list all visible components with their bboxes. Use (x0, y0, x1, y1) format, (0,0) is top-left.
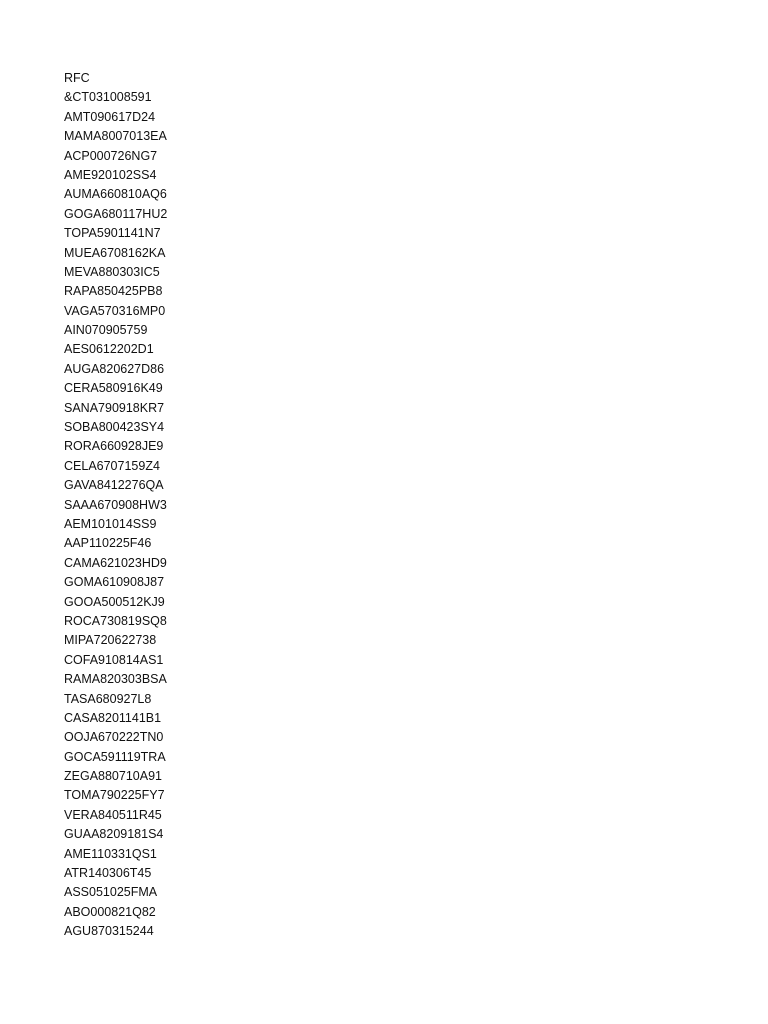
list-item: RAPA850425PB8 (64, 284, 163, 299)
list-item: TOPA5901141N7 (64, 226, 161, 241)
list-item: &CT031008591 (64, 90, 152, 105)
list-item: ASS051025FMA (64, 885, 158, 900)
list-item: ROCA730819SQ8 (64, 613, 167, 628)
list-item: AEM101014SS9 (64, 516, 157, 531)
list-item: RAMA820303BSA (64, 672, 167, 687)
list-item: VAGA570316MP0 (64, 303, 166, 318)
list-item: MUEA6708162KA (64, 245, 166, 260)
list-item: GOCA591119TRA (64, 749, 166, 764)
list-item: MEVA880303IC5 (64, 264, 160, 279)
list-item: CAMA621023HD9 (64, 555, 167, 570)
list-item: SOBA800423SY4 (64, 420, 165, 435)
list-item: ABO000821Q82 (64, 904, 156, 919)
list-item: CELA6707159Z4 (64, 458, 160, 473)
list-item: ZEGA880710A91 (64, 769, 162, 784)
list-item: MIPA720622738 (64, 633, 157, 648)
list-item: GOMA610908J87 (64, 575, 165, 590)
list-item: AGU870315244 (64, 924, 154, 939)
list-item: ATR140306T45 (64, 866, 152, 881)
list-item: OOJA670222TN0 (64, 730, 164, 745)
list-item: CERA580916K49 (64, 381, 163, 396)
list-item: RORA660928JE9 (64, 439, 164, 454)
list-item: AMT090617D24 (64, 109, 156, 124)
rfc-list (64, 69, 167, 942)
list-item: VERA840511R45 (64, 807, 162, 822)
list-item: AUGA820627D86 (64, 361, 165, 376)
column-header: RFC (64, 71, 90, 85)
list-item: AME110331QS1 (64, 846, 157, 861)
list-item: SAAA670908HW3 (64, 497, 167, 512)
list-item: CASA8201141B1 (64, 710, 162, 725)
list-item: AAP110225F46 (64, 536, 152, 551)
list-item: GOGA680117HU2 (64, 206, 168, 221)
list-item: AME920102SS4 (64, 167, 157, 182)
list-item: GUAA8209181S4 (64, 827, 164, 842)
list-item: GAVA8412276QA (64, 478, 164, 493)
list-item: AES0612202D1 (64, 342, 154, 357)
list-item: SANA790918KR7 (64, 400, 165, 415)
list-item: TASA680927L8 (64, 691, 152, 706)
list-item: COFA910814AS1 (64, 652, 164, 667)
list-item: ACP000726NG7 (64, 148, 158, 163)
list-item: TOMA790225FY7 (64, 788, 165, 803)
list-item: MAMA8007013EA (64, 129, 167, 144)
list-item: GOOA500512KJ9 (64, 594, 165, 609)
list-item: AIN070905759 (64, 323, 148, 338)
list-item: AUMA660810AQ6 (64, 187, 167, 202)
